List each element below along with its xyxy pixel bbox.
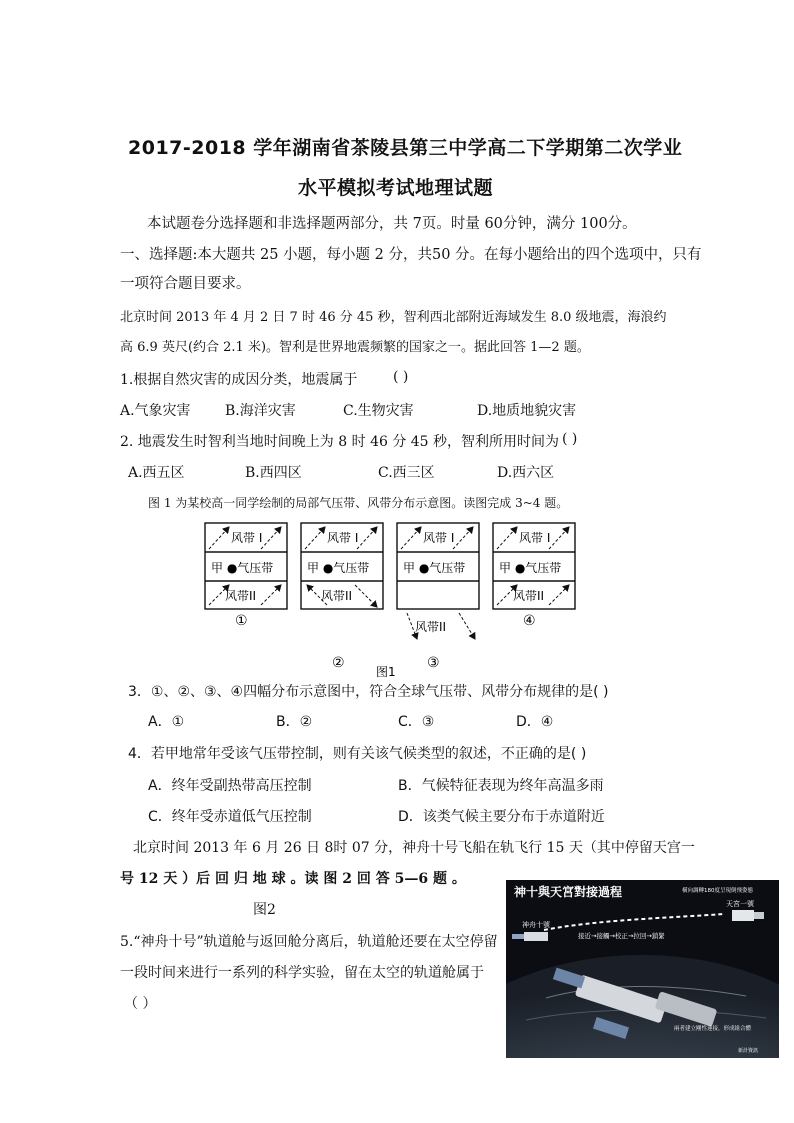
page-title: 2017-2018 学年湖南省茶陵县第三中学高二下学期第二次学业 [128, 137, 683, 159]
passage-text-line2: 高 6.9 英尺(约合 2.1 米)。智利是世界地震频繁的国家之一。据此回答 1—2 题。 [120, 340, 590, 355]
q1-option-a: A.气象灾害 [120, 403, 191, 419]
photo-credit: 新計資訊 [738, 1048, 759, 1054]
passage-2-text-line2: 号 12 天 ）后 回 归 地 球 。读 图 2 回 答 5—6 题 。 [120, 871, 466, 887]
panel-label-2: ② [332, 655, 345, 671]
wind-belt-1-label: 风带 I [327, 531, 359, 545]
panel-label-4: ④ [523, 613, 536, 629]
q2-option-c: C.西三区 [378, 465, 435, 481]
q4-option-c: C．终年受赤道低气压控制 [148, 809, 312, 825]
q1-option-b: B.海洋灾害 [225, 403, 296, 419]
q3-option-b: B．② [276, 714, 313, 730]
q3-option-d: D．④ [516, 714, 554, 730]
pressure-belt-label: 甲 ●气压带 [211, 561, 274, 575]
question-3-stem: 3．①、②、③、④四幅分布示意图中，符合全球气压带、风带分布规律的是( ) [128, 684, 609, 700]
q1-option-d: D.地质地貌灾害 [477, 403, 577, 419]
wind-belt-1-label: 风带 I [231, 531, 263, 545]
question-1-stem: 1.根据自然灾害的成因分类，地震属于 [120, 372, 358, 388]
pressure-belt-label: 甲 ●气压带 [499, 561, 562, 575]
q3-option-c: C．③ [398, 714, 435, 730]
photo-note-top: 橫向調轉180度呈現倒飛姿態 [682, 888, 753, 894]
wind-belt-2-label: 风带II [513, 589, 545, 603]
shenzhou-tag: 神舟十號 [522, 921, 550, 929]
question-1-answer-paren: ( ) [393, 369, 409, 385]
question-2-answer-paren: ( ) [562, 431, 578, 447]
wind-belt-2-label: 风带II [415, 620, 447, 634]
section-heading-line2: 一项符合题目要求。 [120, 276, 251, 292]
q4-option-d: D．该类气候主要分布于赤道附近 [398, 809, 605, 825]
wind-belt-2-label: 风带II [321, 589, 353, 603]
q2-option-b: B.西四区 [245, 465, 302, 481]
photo-note-bottom: 兩者建立剛性連接，形成組合體 [674, 1026, 752, 1032]
q4-option-b: B．气候特征表现为终年高温多雨 [398, 778, 604, 794]
question-4-stem: 4．若甲地常年受该气压带控制，则有关该气候类型的叙述，不正确的是( ) [128, 746, 587, 762]
q1-option-c: C.生物灾害 [343, 403, 414, 419]
pressure-belt-label: 甲 ●气压带 [403, 561, 466, 575]
wind-belt-2-label: 风带II [225, 589, 257, 603]
photo-title: 神十與天宮對接過程 [514, 885, 623, 899]
question-5-stem: 5.“神舟十号”轨道舱与返回舱分离后，轨道舱还要在太空停留 [120, 934, 498, 950]
passage-text: 北京时间 2013 年 4 月 2 日 7 时 46 分 45 秒，智利西北部附近海域发生 8.0 级地震，海浪约 [120, 310, 667, 325]
wind-belt-1-label: 风带 I [519, 531, 551, 545]
figure-1-caption: 图 1 为某校高一同学绘制的局部气压带、风带分布示意图。读图完成 3~4 题。 [148, 496, 569, 510]
panel-label-1: ① [235, 613, 248, 629]
section-heading: 一、选择题:本大题共 25 小题，每小题 2 分，共50 分。在每小题给出的四个选项中，只有 [120, 247, 702, 263]
intro-text: 本试题卷分选择题和非选择题两部分，共 7页。时量 60分钟，满分 100分。 [147, 216, 637, 232]
q3-option-a: A．① [148, 714, 185, 730]
figure-1-label: 图1 [376, 665, 396, 679]
panel-label-3: ③ [427, 655, 440, 671]
q4-option-a: A．终年受副热带高压控制 [148, 778, 312, 794]
pressure-wind-belt-diagram [195, 515, 595, 685]
page-title-line2: 水平模拟考试地理试题 [298, 177, 494, 199]
figure-2-label: 图2 [253, 902, 276, 918]
question-5-stem-line2: 一段时间来进行一系列的科学实验，留在太空的轨道舱属于 [120, 965, 484, 981]
question-2-stem: 2. 地震发生时智利当地时间晚上为 8 时 46 分 45 秒，智利所用时间为 [120, 434, 560, 450]
docking-steps: 接近→接觸→校正→拉回→鎖緊 [578, 932, 665, 940]
docking-process-photo [506, 880, 779, 1058]
tiangong-tag: 天宮一號 [726, 900, 754, 908]
q2-option-d: D.西六区 [497, 465, 555, 481]
question-5-answer-paren: （ ） [124, 996, 157, 1012]
pressure-belt-label: 甲 ●气压带 [307, 561, 370, 575]
passage-2-text: 北京时间 2013 年 6 月 26 日 8时 07 分，神舟十号飞船在轨飞行 15 天（其中停留天宫一 [133, 840, 695, 856]
q2-option-a: A.西五区 [128, 465, 185, 481]
wind-belt-1-label: 风带 I [423, 531, 455, 545]
